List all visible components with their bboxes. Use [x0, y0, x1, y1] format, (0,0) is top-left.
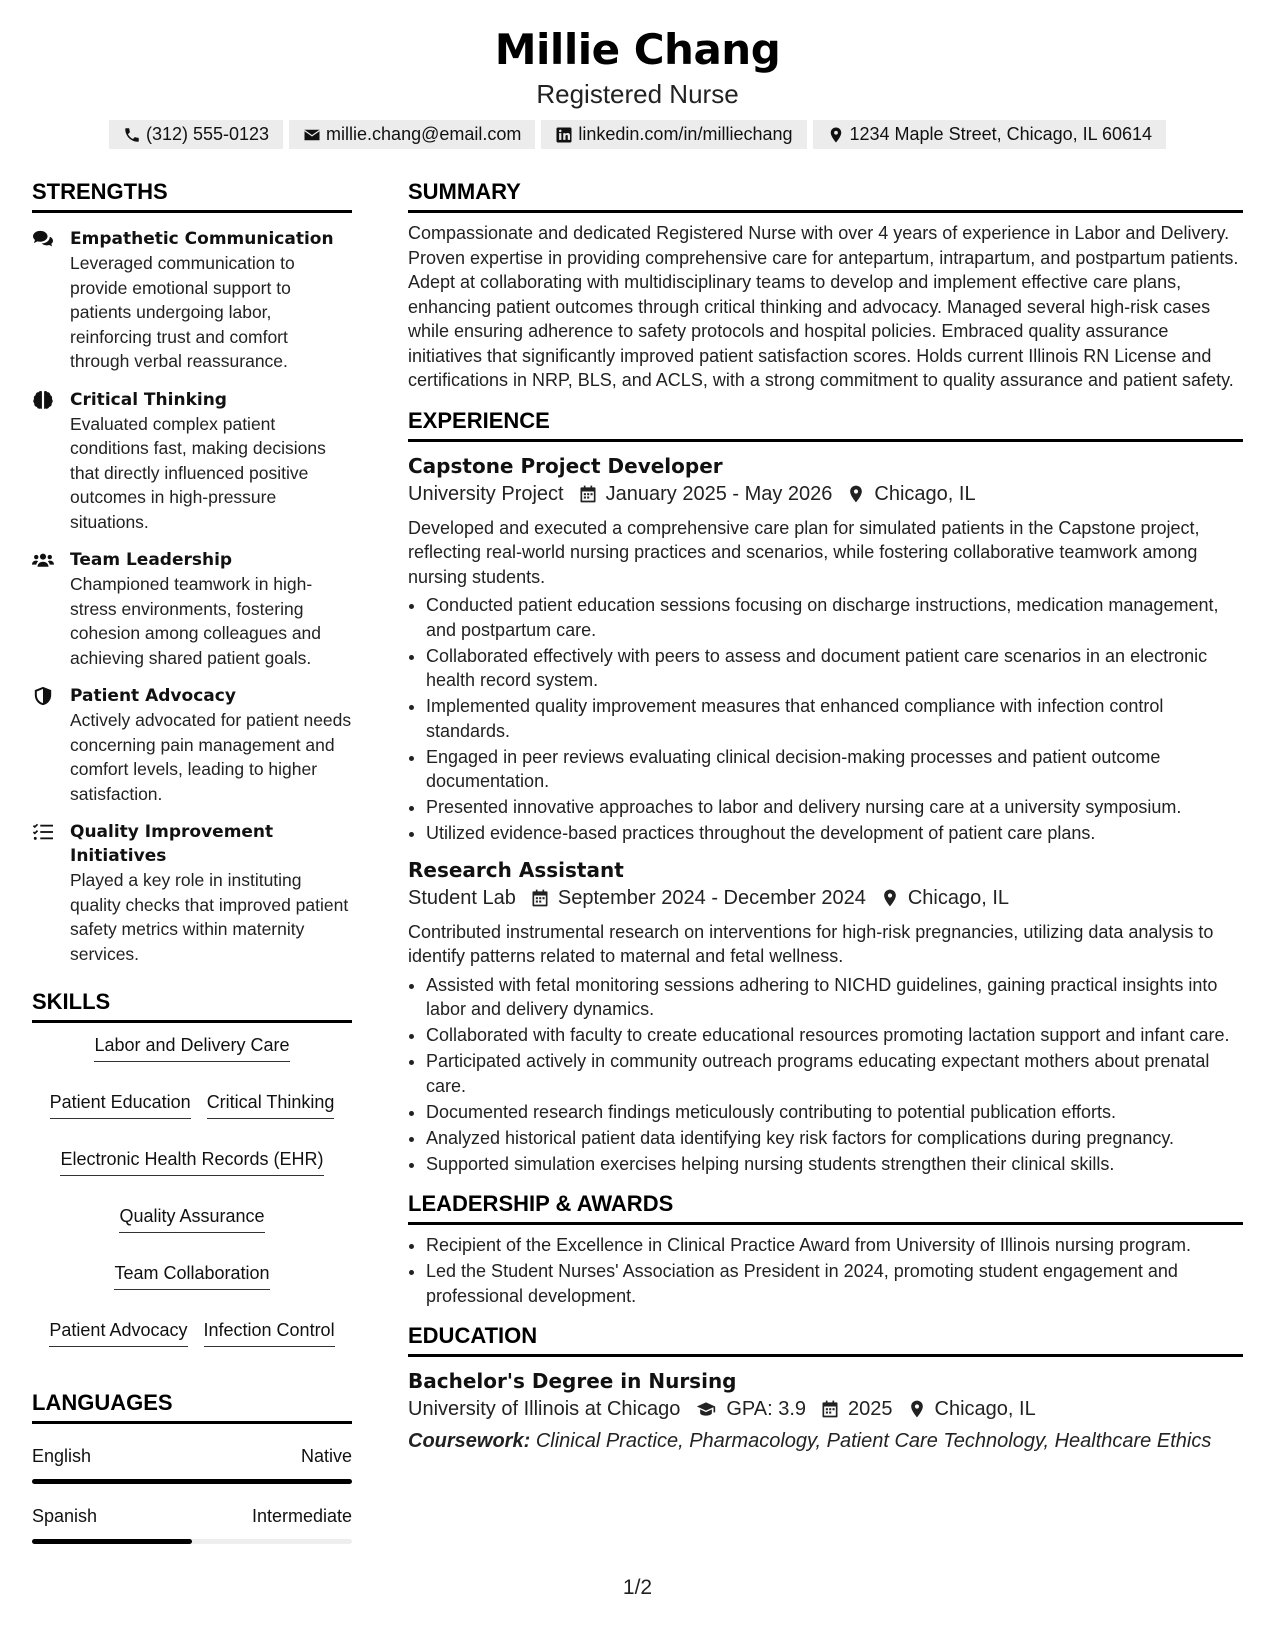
calendar-icon	[578, 484, 598, 504]
list-item: • Assisted with fetal monitoring sessions adhering to NICHD guidelines, gaining practical insights into labor and delivery dynamics.	[426, 973, 1243, 1022]
education-title: EDUCATION	[408, 1322, 1243, 1357]
brain-icon	[32, 390, 54, 410]
job-dates: September 2024 - December 2024	[557, 886, 866, 909]
degree-title: Bachelor's Degree in Nursing	[408, 1369, 737, 1393]
language-name: Spanish	[32, 1506, 98, 1526]
graduation-cap-icon	[694, 1399, 718, 1419]
contact-linkedin[interactable]	[541, 120, 806, 149]
summary-text: Compassionate and dedicated Registered Nurse with over 4 years of experience in Labor and Delivery. Proven expertise in providing comprehensive care for antepartum, intrapartum, and postpartum patients. Adept at collaborating with multidisciplinary teams to develop and implement effective care plans, enhancing patient outcomes through critical thinking and advocacy. Managed several high-risk cases while ensuring adherence to safety protocols and hospital policies. Embraced quality assurance initiatives that significantly improved patient satisfaction scores. Holds current Illinois RN License and certifications in NRP, BLS, and ACLS, with a strong commitment to quality assurance and patient safety.	[408, 223, 1239, 390]
list-item: • Supported simulation exercises helping nursing students strengthen their clinical skills.	[426, 1152, 1243, 1177]
right-column	[408, 178, 1243, 1455]
contact-phone-text: (312) 555-0123	[145, 124, 270, 144]
envelope-icon	[303, 126, 321, 144]
skill-tag: Electronic Health Records (EHR)	[60, 1147, 323, 1176]
contact-email[interactable]	[289, 120, 535, 149]
list-item: • Analyzed historical patient data identifying key risk factors for complications during pregnancy.	[426, 1126, 1243, 1151]
coursework-label: Coursework:	[408, 1430, 531, 1452]
list-item: • Utilized evidence-based practices throughout the development of patient care plans.	[426, 821, 1243, 846]
job-meta	[408, 480, 1243, 508]
job-title: Research Assistant	[408, 857, 624, 882]
strength-title: Empathetic Communication	[70, 229, 334, 249]
contact-address	[813, 120, 1167, 149]
list-item: • Led the Student Nurses' Association as President in 2024, promoting student engagement and professional development.	[426, 1259, 1243, 1308]
language-level: Intermediate	[251, 1506, 352, 1526]
resume-header	[0, 0, 1275, 149]
contact-phone[interactable]	[109, 120, 283, 149]
strengths-title: STRENGTHS	[32, 178, 352, 213]
skills-list	[32, 1033, 352, 1347]
job-bullets	[408, 973, 1243, 1177]
job-dates: January 2025 - May 2026	[605, 482, 833, 505]
strength-item	[32, 684, 352, 806]
skill-tag: Patient Education	[50, 1090, 191, 1119]
list-item: • Implemented quality improvement measures that enhanced compliance with infection control standards.	[426, 694, 1243, 743]
education-location: Chicago, IL	[934, 1398, 1036, 1420]
shield-icon	[32, 686, 54, 706]
skill-tag: Team Collaboration	[114, 1261, 269, 1290]
skills-title: SKILLS	[32, 988, 352, 1023]
strength-title: Patient Advocacy	[70, 686, 236, 706]
language-bar	[32, 1539, 352, 1544]
job-location: Chicago, IL	[874, 482, 976, 505]
map-pin-icon	[880, 888, 900, 908]
language-name: English	[32, 1446, 92, 1466]
language-item	[32, 1446, 352, 1484]
job-bullets	[408, 593, 1243, 846]
list-item: • Participated actively in community outreach programs educating expectant mothers about prenatal care.	[426, 1049, 1243, 1098]
contact-bar	[0, 120, 1275, 149]
job-meta	[408, 884, 1243, 912]
strength-item	[32, 548, 352, 670]
list-item: • Conducted patient education sessions focusing on discharge instructions, medication management, and postpartum care.	[426, 593, 1243, 642]
phone-icon	[123, 126, 141, 144]
skill-tag: Infection Control	[204, 1318, 335, 1347]
page-number: 1/2	[622, 1576, 653, 1599]
map-pin-icon	[827, 126, 845, 144]
calendar-icon	[820, 1399, 840, 1419]
job-org: University Project	[408, 482, 564, 505]
school-name: University of Illinois at Chicago	[408, 1398, 681, 1420]
contact-email-text: millie.chang@email.com	[326, 124, 522, 144]
language-bar	[32, 1479, 352, 1484]
experience-title: EXPERIENCE	[408, 407, 1243, 442]
strength-title: Team Leadership	[70, 550, 233, 570]
strength-desc: Played a key role in instituting quality checks that improved patient safety metrics within maternity services.	[70, 870, 349, 964]
coursework-list: Clinical Practice, Pharmacology, Patient Care Technology, Healthcare Ethics	[535, 1430, 1212, 1452]
job-desc: Developed and executed a comprehensive care plan for simulated patients in the Capstone project, reflecting real-world nursing practices and scenarios, while fostering collaborative teamwork among nursing students.	[408, 517, 1200, 587]
map-pin-icon	[846, 484, 866, 504]
skill-tag: Labor and Delivery Care	[94, 1033, 289, 1062]
strength-item	[32, 227, 352, 374]
strength-desc: Actively advocated for patient needs concerning pain management and comfort levels, leading to higher satisfaction.	[70, 710, 352, 804]
languages-title: LANGUAGES	[32, 1389, 352, 1424]
candidate-name: Millie Chang	[494, 25, 781, 74]
summary-title: SUMMARY	[408, 178, 1243, 213]
education-meta	[408, 1395, 1243, 1423]
job-desc: Contributed instrumental research on interventions for high-risk pregnancies, utilizing data analysis to identify patterns related to maternal and fetal wellness.	[408, 921, 1214, 966]
users-icon	[32, 550, 54, 570]
checklist-icon	[32, 822, 54, 842]
comments-icon	[32, 229, 54, 249]
candidate-role: Registered Nurse	[536, 79, 739, 109]
strength-title: Quality Improvement Initiatives	[70, 822, 274, 866]
skill-tag: Quality Assurance	[119, 1204, 264, 1233]
strength-desc: Evaluated complex patient conditions fast, making decisions that directly influenced positive outcomes in high-pressure situations.	[70, 413, 326, 532]
list-item: • Engaged in peer reviews evaluating clinical decision-making processes and patient outcome documentation.	[426, 745, 1243, 794]
left-column	[32, 178, 352, 1544]
contact-linkedin-text: linkedin.com/in/milliechang	[578, 124, 793, 144]
language-bar-fill	[32, 1539, 192, 1544]
gpa: GPA: 3.9	[726, 1398, 807, 1420]
awards-list	[408, 1233, 1243, 1308]
job-location: Chicago, IL	[907, 886, 1010, 909]
coursework	[408, 1427, 1243, 1455]
job-entry	[408, 856, 1243, 1177]
strength-desc: Championed teamwork in high-stress environments, fostering cohesion among colleagues and achieving shared patient goals.	[70, 574, 322, 668]
skill-tag: Patient Advocacy	[49, 1318, 187, 1347]
strength-title: Critical Thinking	[70, 389, 227, 410]
linkedin-icon	[555, 126, 573, 144]
list-item: • Presented innovative approaches to labor and delivery nursing care at a university symposium.	[426, 795, 1243, 820]
awards-title: LEADERSHIP & AWARDS	[408, 1190, 1243, 1225]
job-entry	[408, 452, 1243, 846]
calendar-icon	[530, 888, 550, 908]
language-bar-fill	[32, 1479, 352, 1484]
list-item: • Recipient of the Excellence in Clinical Practice Award from University of Illinois nursing program.	[426, 1233, 1243, 1258]
graduation-year: 2025	[848, 1398, 893, 1420]
language-item	[32, 1506, 352, 1544]
job-title: Capstone Project Developer	[408, 453, 723, 478]
list-item: • Collaborated effectively with peers to assess and document patient care scenarios in an electronic health record system.	[426, 644, 1243, 693]
strength-item	[32, 820, 352, 966]
skill-tag: Critical Thinking	[207, 1090, 335, 1119]
contact-address-text: 1234 Maple Street, Chicago, IL 60614	[849, 124, 1153, 144]
strength-desc: Leveraged communication to provide emotional support to patients undergoing labor, reinforcing trust and comfort through verbal reassurance.	[70, 253, 295, 371]
list-item: • Collaborated with faculty to create educational resources promoting lactation support and infant care.	[426, 1023, 1243, 1048]
language-level: Native	[300, 1446, 352, 1466]
strength-item	[32, 388, 352, 535]
job-org: Student Lab	[408, 886, 516, 909]
map-pin-icon	[907, 1399, 927, 1419]
list-item: • Documented research findings meticulously contributing to potential publication efforts.	[426, 1100, 1243, 1125]
